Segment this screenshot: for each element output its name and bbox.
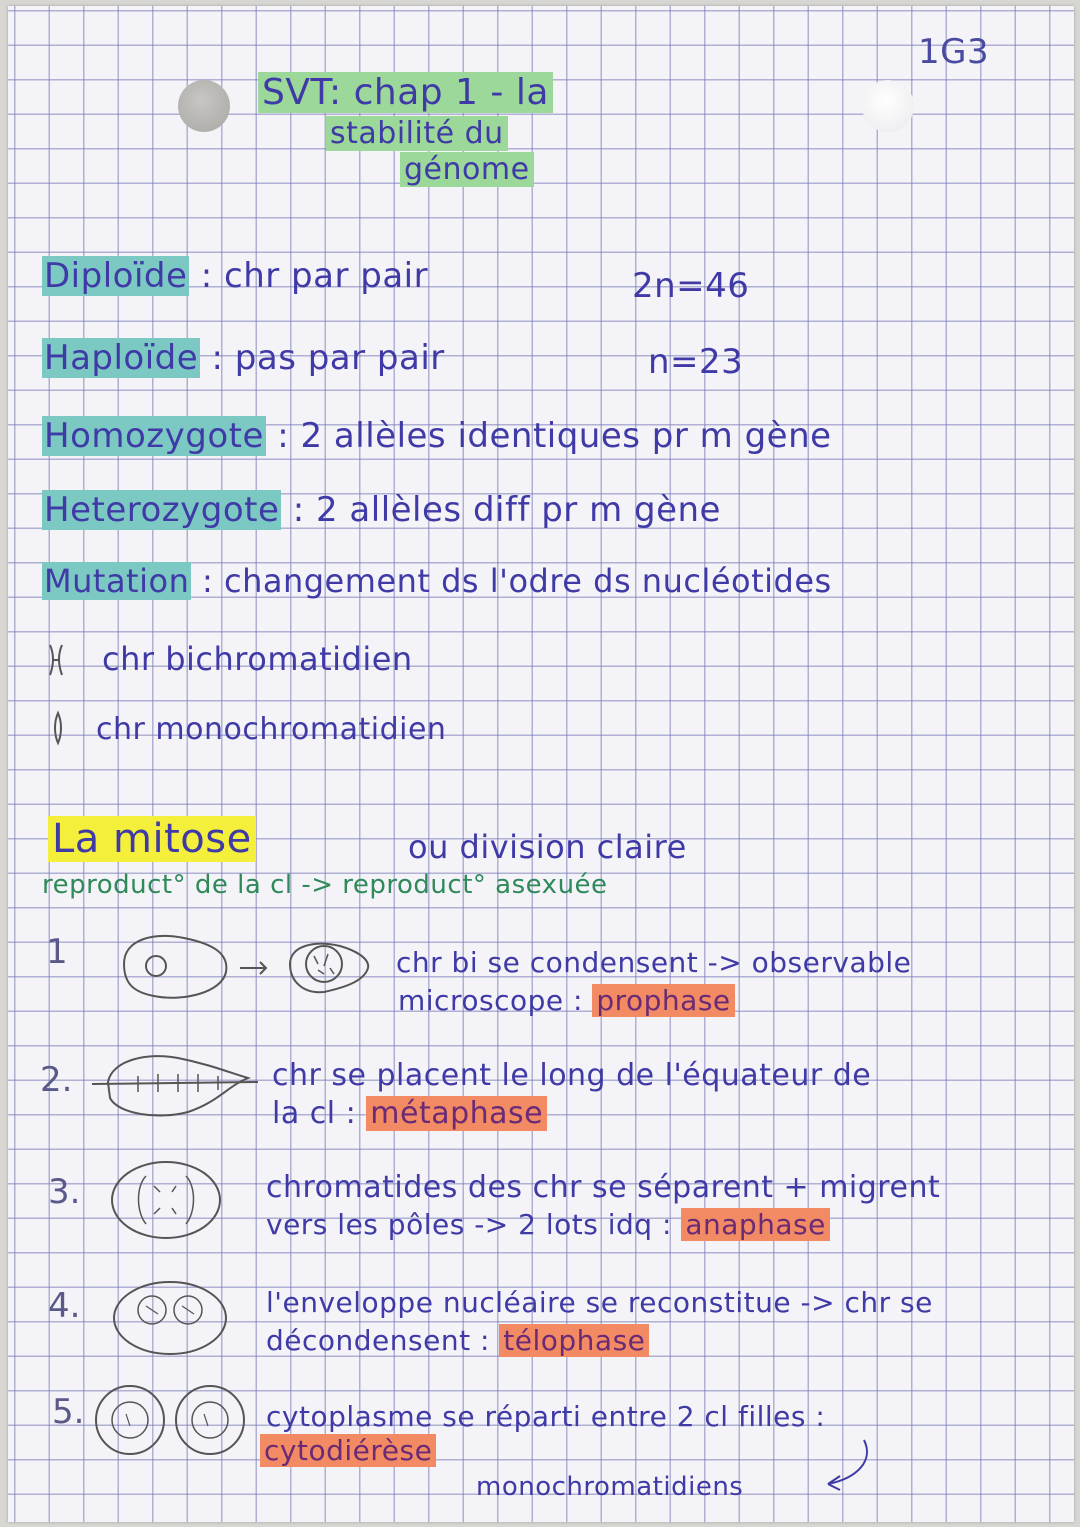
definition-separator: : bbox=[202, 562, 214, 600]
monochromatid-chromosome-icon bbox=[48, 710, 68, 746]
page-title-line-2 bbox=[326, 116, 508, 151]
page-number: 1G3 bbox=[918, 32, 990, 72]
phase-3-line-2 bbox=[266, 1208, 830, 1241]
definition-row-diploide bbox=[42, 256, 428, 296]
phase-3-line-2-text: vers les pôles -> 2 lots idq : bbox=[266, 1208, 672, 1241]
phase-5-line-2 bbox=[260, 1434, 436, 1467]
definition-separator: : bbox=[211, 338, 224, 378]
chromosome-monochromatid-label: chr monochromatidien bbox=[96, 712, 447, 747]
metaphase-cell-sketch bbox=[78, 1042, 268, 1132]
definition-text: chr par pair bbox=[224, 256, 429, 296]
phase-4-name: télophase bbox=[499, 1324, 649, 1357]
cytokinesis-cells-sketch bbox=[88, 1382, 258, 1462]
punch-hole-left bbox=[178, 80, 230, 132]
phase-3-name: anaphase bbox=[681, 1208, 830, 1241]
anaphase-cell-sketch bbox=[106, 1156, 236, 1246]
section-title bbox=[48, 816, 256, 862]
section-note: reproduct° de la cl -> reproduct° asexuée bbox=[42, 870, 608, 900]
phase-4-line-1: l'enveloppe nucléaire se reconstitue -> chr se bbox=[266, 1286, 933, 1319]
title-line-1-text: SVT: chap 1 - la bbox=[258, 72, 553, 113]
definition-text: 2 allèles diff pr m gène bbox=[315, 490, 721, 530]
phase-1-line-2-text: microscope : bbox=[398, 984, 583, 1017]
phase-number-1: 1 bbox=[46, 932, 68, 972]
definition-separator: : bbox=[292, 490, 305, 530]
phase-number-5: 5. bbox=[52, 1392, 85, 1432]
title-line-3-text: génome bbox=[400, 152, 534, 187]
title-line-2-text: stabilité du bbox=[326, 116, 508, 151]
notebook-page bbox=[8, 6, 1074, 1522]
term-diploide: Diploïde bbox=[44, 256, 188, 296]
term-homozygote: Homozygote bbox=[44, 416, 264, 456]
term-haploide: Haploïde bbox=[44, 338, 199, 378]
bichromatid-chromosome-icon bbox=[44, 642, 74, 678]
term-heterozygote: Heterozygote bbox=[44, 490, 280, 530]
phase-2-line-1: chr se placent le long de l'équateur de bbox=[272, 1058, 872, 1093]
phase-1-line-2 bbox=[398, 984, 735, 1017]
section-subtitle: ou division claire bbox=[408, 828, 687, 866]
phase-2-line-2 bbox=[272, 1096, 547, 1131]
punch-hole-right bbox=[862, 80, 914, 132]
phase-2-name: métaphase bbox=[366, 1096, 547, 1131]
haploide-formula: n=23 bbox=[648, 342, 744, 382]
curved-arrow-icon bbox=[788, 1434, 878, 1494]
definition-row-heterozygote bbox=[42, 490, 721, 530]
term-mutation: Mutation bbox=[44, 562, 190, 600]
diploide-formula: 2n=46 bbox=[632, 266, 750, 306]
chromosome-bichromatid-label: chr bichromatidien bbox=[102, 640, 413, 678]
section-title-text: La mitose bbox=[48, 816, 256, 862]
phase-number-3: 3. bbox=[48, 1172, 81, 1212]
definition-separator: : bbox=[200, 256, 213, 296]
telophase-cell-sketch bbox=[108, 1276, 238, 1366]
definition-separator: : bbox=[277, 416, 290, 456]
phase-1-name: prophase bbox=[592, 984, 734, 1017]
definition-row-haploide bbox=[42, 338, 445, 378]
page-title-line-3 bbox=[400, 152, 534, 187]
phase-5-name: cytodiérèse bbox=[260, 1434, 436, 1467]
footer-note: monochromatidiens bbox=[476, 1472, 744, 1502]
phase-number-4: 4. bbox=[48, 1286, 81, 1326]
phase-5-line-1: cytoplasme se réparti entre 2 cl filles : bbox=[266, 1400, 826, 1433]
phase-3-line-1: chromatides des chr se séparent + migrent bbox=[266, 1170, 941, 1205]
phase-4-line-2 bbox=[266, 1324, 649, 1357]
phase-1-line-1: chr bi se condensent -> observable bbox=[396, 946, 912, 979]
definition-row-homozygote bbox=[42, 416, 832, 456]
definition-text: 2 allèles identiques pr m gène bbox=[300, 416, 832, 456]
page-title-line-1 bbox=[258, 72, 553, 113]
prophase-cell-sketch bbox=[114, 924, 404, 1014]
phase-number-2: 2. bbox=[40, 1060, 73, 1100]
phase-4-line-2-text: décondensent : bbox=[266, 1324, 490, 1357]
definition-text: changement ds l'odre ds nucléotides bbox=[223, 562, 832, 600]
definition-text: pas par pair bbox=[234, 338, 445, 378]
definition-row-mutation bbox=[42, 562, 832, 600]
phase-2-line-2-text: la cl : bbox=[272, 1096, 357, 1131]
